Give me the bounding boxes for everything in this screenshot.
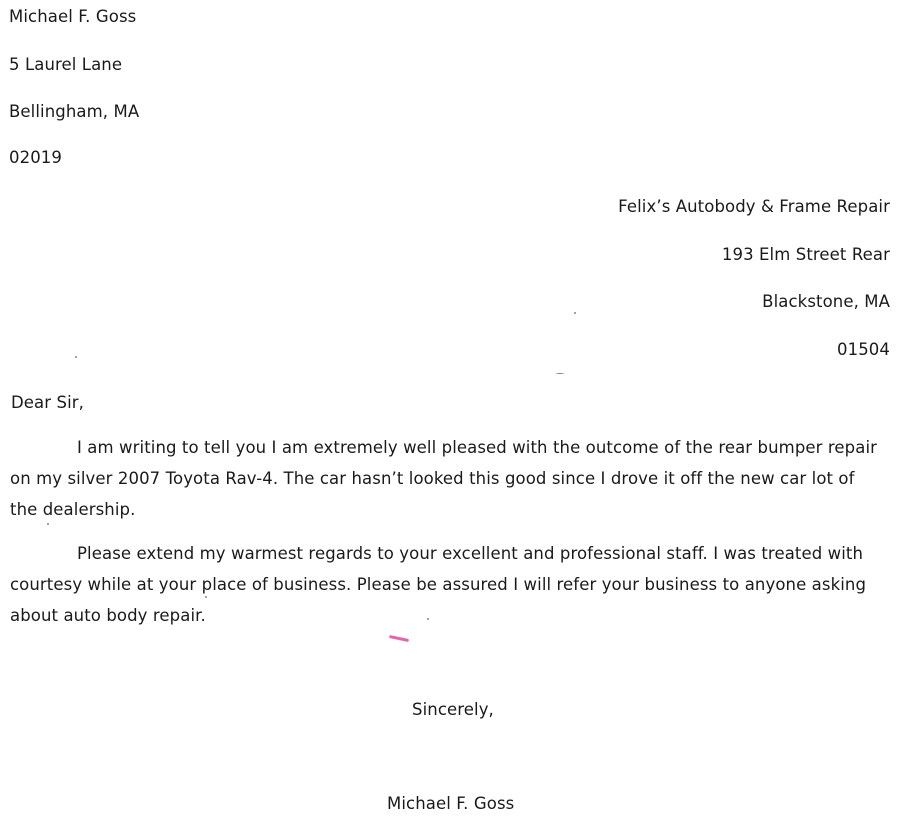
closing: Sincerely, xyxy=(412,700,494,719)
signature-name: Michael F. Goss xyxy=(387,794,515,813)
paragraph-1-line-1: I am writing to tell you I am extremely well pleased with the outcome of the rear bumper repair xyxy=(77,438,878,457)
recipient-company: Felix’s Autobody & Frame Repair xyxy=(618,197,890,216)
paragraph-2-line-1: Please extend my warmest regards to your excellent and professional staff. I was treated with xyxy=(77,544,864,563)
recipient-street: 193 Elm Street Rear xyxy=(721,245,890,264)
ink-mark xyxy=(389,635,409,642)
recipient-city-state: Blackstone, MA xyxy=(762,292,890,311)
sender-name: Michael F. Goss xyxy=(9,7,137,26)
body-paragraph-2 xyxy=(10,538,890,631)
scan-speck xyxy=(205,596,207,598)
paragraph-1-line-3: the dealership. xyxy=(10,500,136,519)
scan-speck xyxy=(47,523,49,525)
paragraph-2-line-2: courtesy while at your place of business. Please be assured I will refer your business to anyone asking xyxy=(10,575,867,594)
sender-city-state: Bellingham, MA xyxy=(9,102,140,121)
paragraph-1-line-2: on my silver 2007 Toyota Rav-4. The car hasn’t looked this good since I drove it off the new car lot of xyxy=(10,469,855,488)
body-paragraph-1 xyxy=(10,432,890,525)
scan-speck xyxy=(427,618,429,620)
sender-zip: 02019 xyxy=(9,148,62,167)
scan-speck xyxy=(556,373,564,374)
salutation: Dear Sir, xyxy=(11,393,84,412)
scan-speck xyxy=(574,312,576,314)
paragraph-2-line-3: about auto body repair. xyxy=(10,606,206,625)
recipient-zip: 01504 xyxy=(837,340,890,359)
scan-speck xyxy=(75,356,77,358)
sender-street: 5 Laurel Lane xyxy=(9,55,123,74)
